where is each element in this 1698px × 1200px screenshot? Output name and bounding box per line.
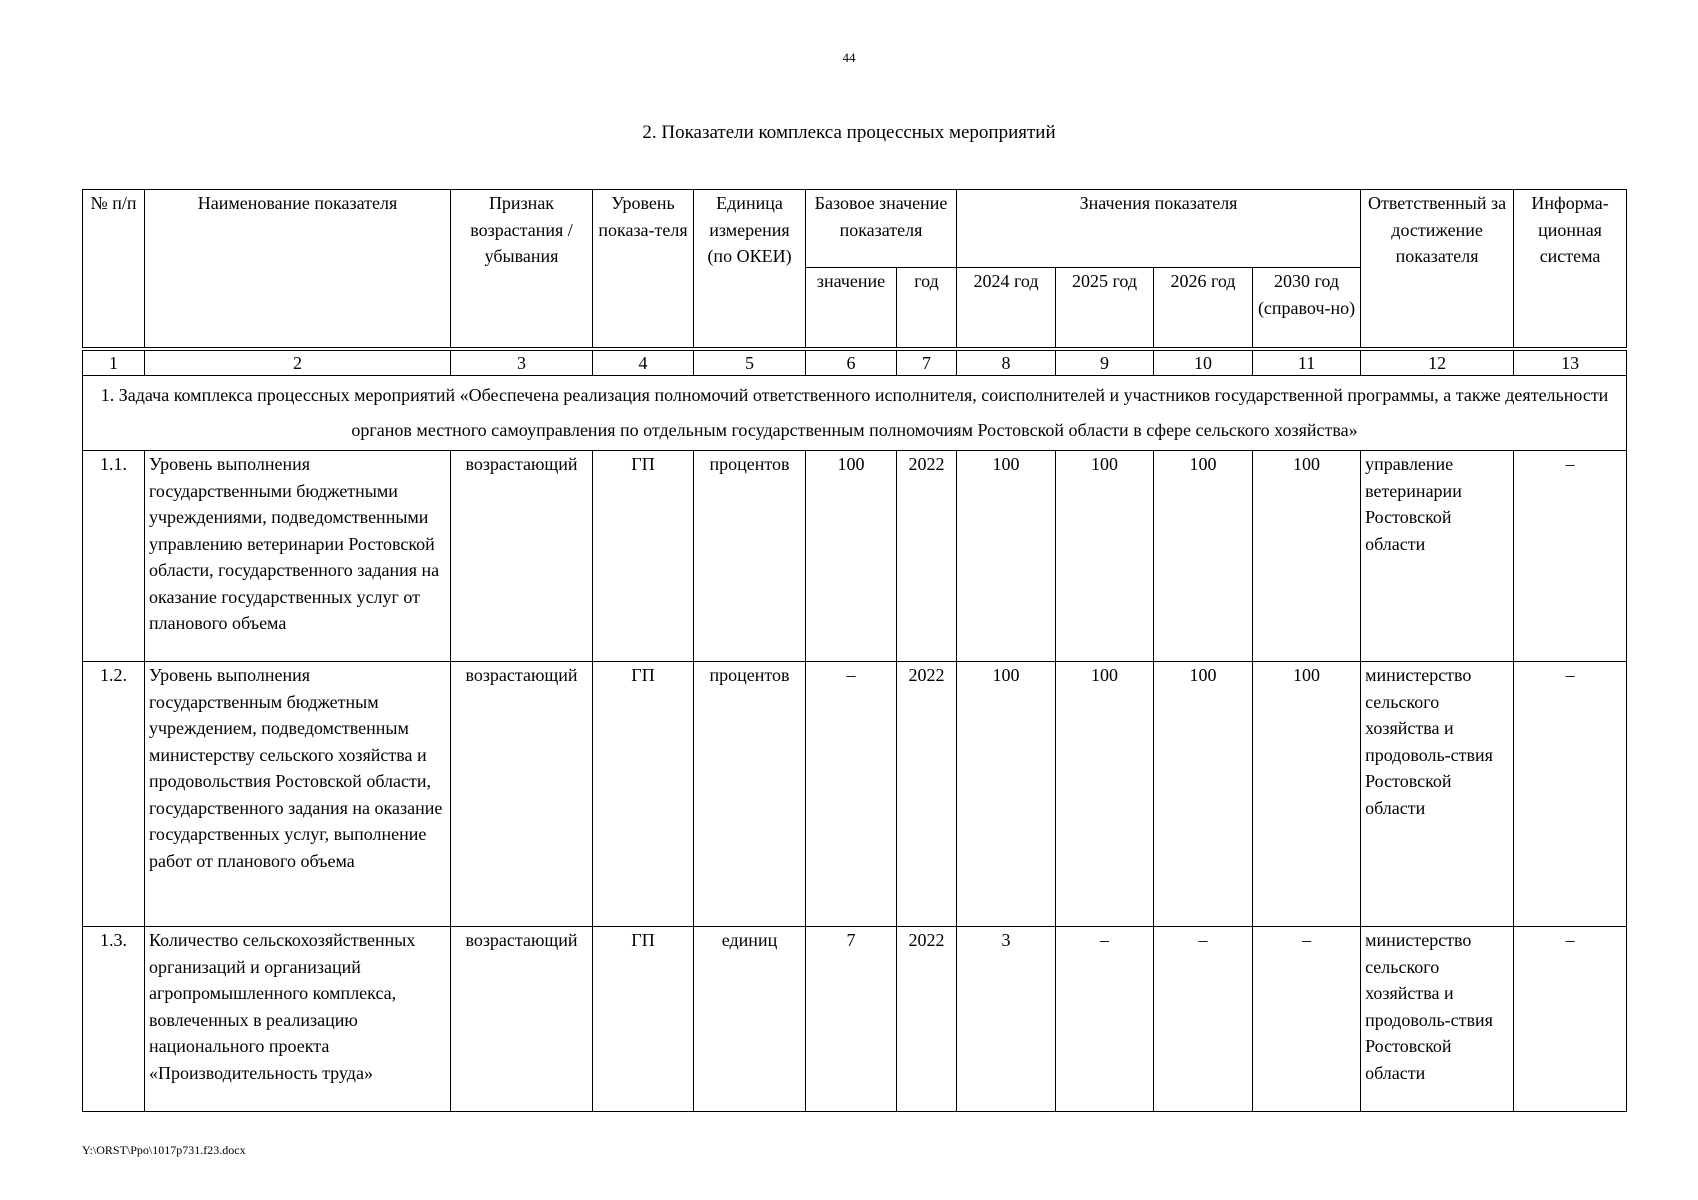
indicator-level: ГП: [593, 662, 694, 927]
footer-file-path: Y:\ORST\Ppo\1017p731.f23.docx: [82, 1143, 246, 1157]
value-2025: 100: [1056, 451, 1154, 662]
row-num: 1.1.: [83, 451, 145, 662]
value-2030: –: [1253, 927, 1361, 1112]
value-2026: 100: [1154, 662, 1253, 927]
base-value: 7: [806, 927, 897, 1112]
indicator-name: Уровень выполнения государственными бюджетными учреждениями, подведомственными управлению ветеринарии Ростовской области, государственного задания на оказание государственных услуг от планового объема: [145, 451, 451, 662]
page-title: 2. Показатели комплекса процессных мероприятий: [642, 122, 1056, 143]
trend: возрастающий: [451, 451, 593, 662]
column-number: 9: [1056, 349, 1154, 376]
trend: возрастающий: [451, 662, 593, 927]
responsible: управление ветеринарии Ростовской области: [1361, 451, 1514, 662]
row-num: 1.2.: [83, 662, 145, 927]
column-number: 11: [1253, 349, 1361, 376]
column-number: 4: [593, 349, 694, 376]
header-2026: 2026 год: [1154, 268, 1253, 350]
table-row: [83, 927, 1627, 1112]
base-year: 2022: [897, 927, 957, 1112]
unit: единиц: [694, 927, 806, 1112]
table-row: [83, 662, 1627, 927]
responsible: министерство сельского хозяйства и продоволь-ствия Ростовской области: [1361, 662, 1514, 927]
value-2025: –: [1056, 927, 1154, 1112]
column-numbers-row: [83, 349, 1627, 376]
unit: процентов: [694, 451, 806, 662]
column-number: 13: [1514, 349, 1627, 376]
indicator-level: ГП: [593, 927, 694, 1112]
base-value: –: [806, 662, 897, 927]
trend: возрастающий: [451, 927, 593, 1112]
column-number: 5: [694, 349, 806, 376]
header-row: [83, 190, 1627, 268]
header-base-year: год: [897, 268, 957, 350]
header-base: Базовое значение показателя: [806, 190, 957, 268]
value-2030: 100: [1253, 451, 1361, 662]
column-number: 2: [145, 349, 451, 376]
header-responsible: Ответственный за достижение показателя: [1361, 190, 1514, 350]
column-number: 1: [83, 349, 145, 376]
header-unit: Единица измерения (по ОКЕИ): [694, 190, 806, 350]
responsible: министерство сельского хозяйства и продоволь-ствия Ростовской области: [1361, 927, 1514, 1112]
base-value: 100: [806, 451, 897, 662]
base-year: 2022: [897, 662, 957, 927]
header-trend: Признак возрастания / убывания: [451, 190, 593, 350]
indicator-level: ГП: [593, 451, 694, 662]
header-name: Наименование показателя: [145, 190, 451, 350]
table-row: [83, 451, 1627, 662]
value-2024: 3: [957, 927, 1056, 1112]
value-2025: 100: [1056, 662, 1154, 927]
info-system: –: [1514, 662, 1627, 927]
column-number: 12: [1361, 349, 1514, 376]
header-info-system: Информа-ционная система: [1514, 190, 1627, 350]
task-heading: 1. Задача комплекса процессных мероприятий «Обеспечена реализация полномочий ответственного исполнителя, соисполнителей и участников государственной программы, а также деятельности органов местного самоуправления по отдельным государственным полномочиям Ростовской области в сфере сельского хозяйства»: [83, 376, 1627, 451]
value-2026: –: [1154, 927, 1253, 1112]
header-level: Уровень показа-теля: [593, 190, 694, 350]
header-base-value: значение: [806, 268, 897, 350]
column-number: 7: [897, 349, 957, 376]
header-2030: 2030 год (справоч-но): [1253, 268, 1361, 350]
page-number: 44: [842, 50, 856, 65]
info-system: –: [1514, 927, 1627, 1112]
base-year: 2022: [897, 451, 957, 662]
header-num: № п/п: [83, 190, 145, 350]
column-number: 8: [957, 349, 1056, 376]
value-2026: 100: [1154, 451, 1253, 662]
value-2024: 100: [957, 451, 1056, 662]
column-number: 3: [451, 349, 593, 376]
value-2030: 100: [1253, 662, 1361, 927]
unit: процентов: [694, 662, 806, 927]
info-system: –: [1514, 451, 1627, 662]
column-number: 10: [1154, 349, 1253, 376]
task-row: [83, 376, 1627, 451]
header-2024: 2024 год: [957, 268, 1056, 350]
indicator-name: Количество сельскохозяйственных организаций и организаций агропромышленного комплекса, вовлеченных в реализацию национального проекта «Производительность труда»: [145, 927, 451, 1112]
header-2025: 2025 год: [1056, 268, 1154, 350]
header-values: Значения показателя: [957, 190, 1361, 268]
column-number: 6: [806, 349, 897, 376]
indicators-table: [82, 189, 1627, 1112]
row-num: 1.3.: [83, 927, 145, 1112]
value-2024: 100: [957, 662, 1056, 927]
indicator-name: Уровень выполнения государственным бюджетным учреждением, подведомственным министерству сельского хозяйства и продовольствия Ростовской области, государственного задания на оказание государственных услуг, выполнение работ от планового объема: [145, 662, 451, 927]
